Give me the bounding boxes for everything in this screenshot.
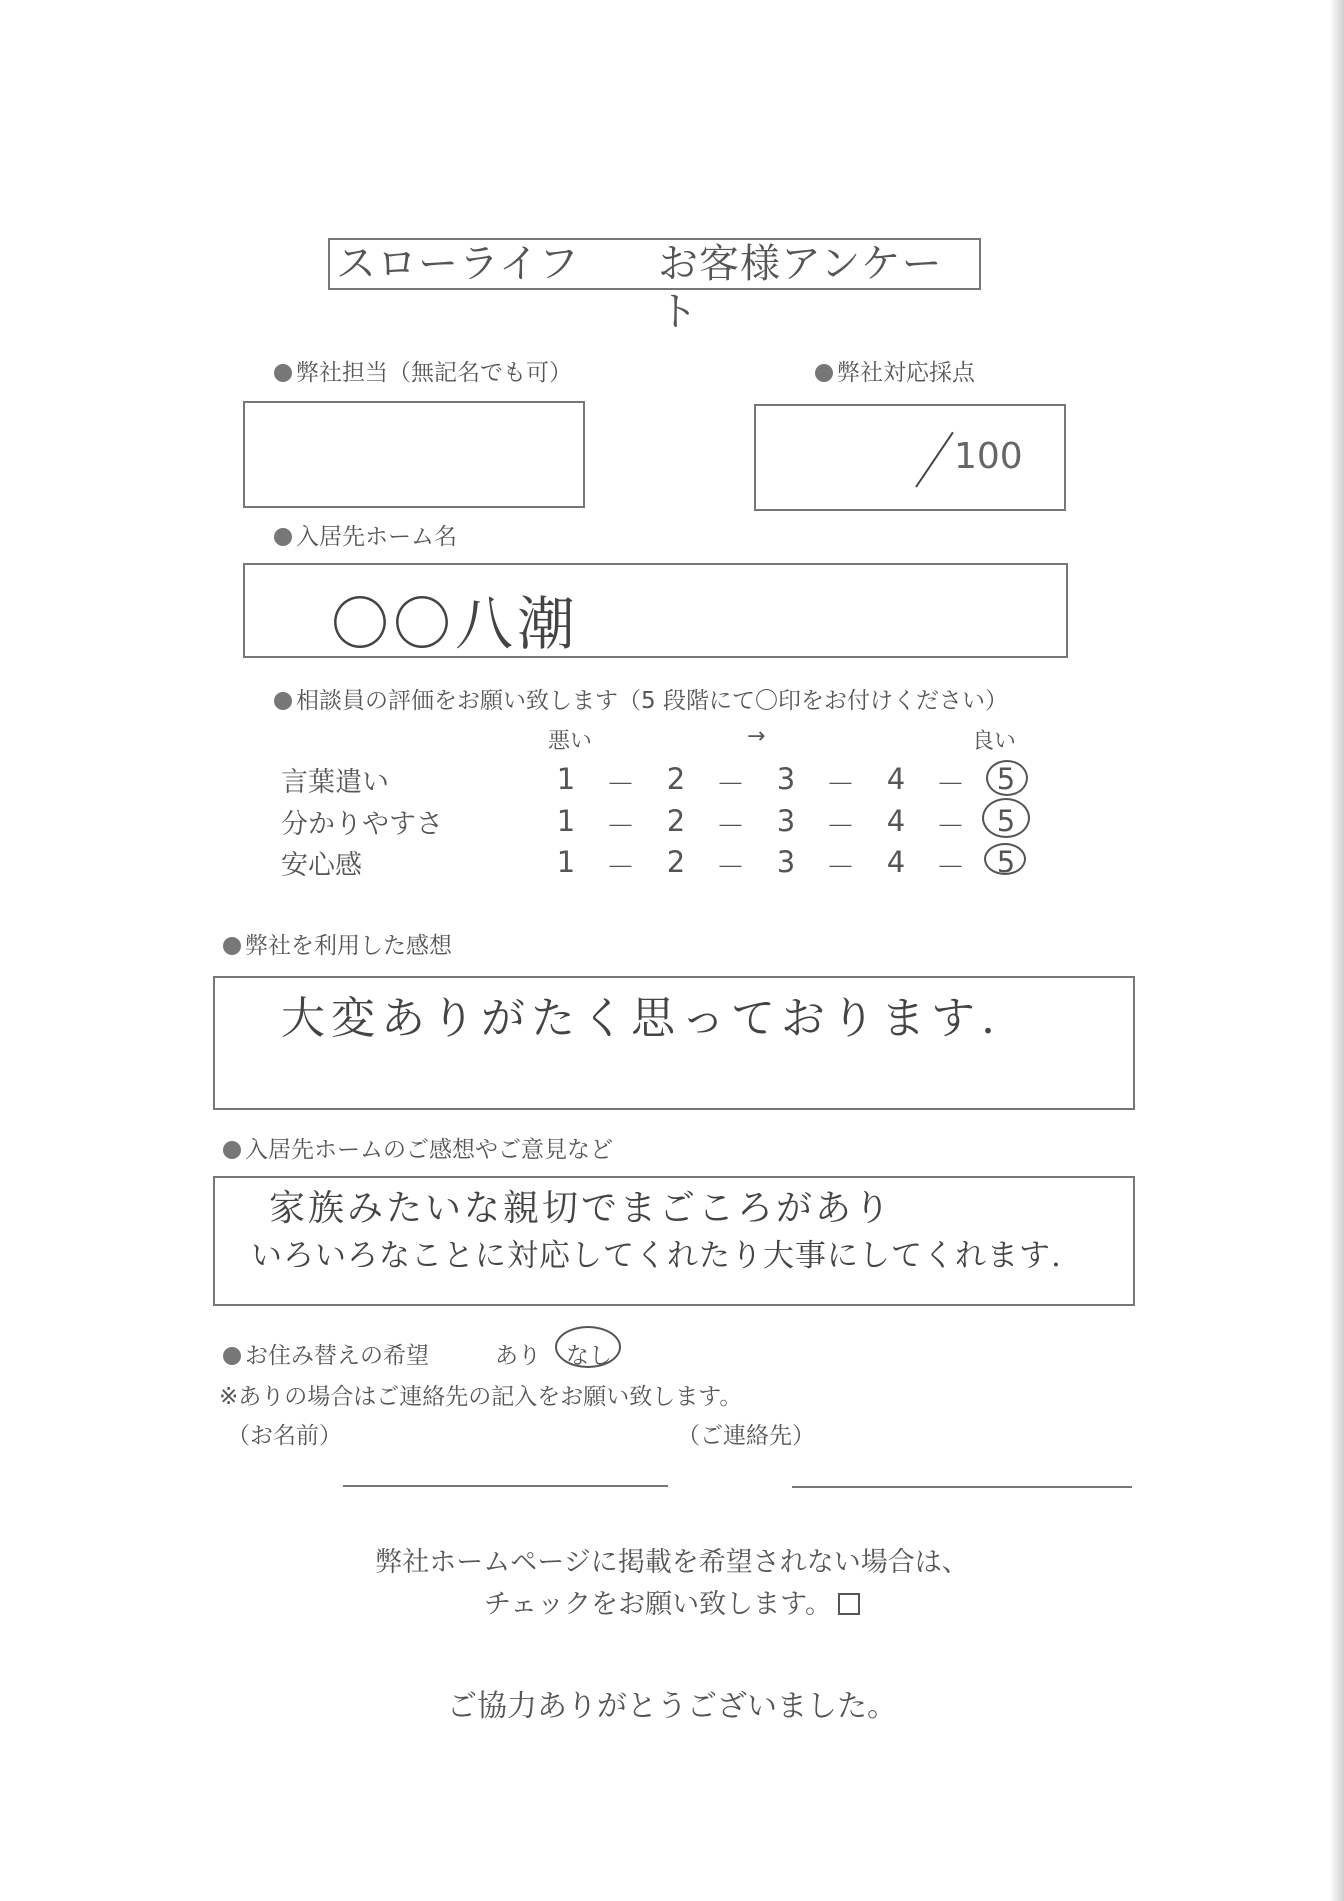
row-label-wording: 言葉遣い bbox=[281, 767, 389, 798]
title-survey: お客様アンケート bbox=[658, 241, 943, 335]
rating-3[interactable]: 3 bbox=[776, 804, 796, 838]
row-label-clarity: 分かりやすさ bbox=[281, 809, 443, 840]
rating-2[interactable]: 2 bbox=[666, 845, 686, 879]
scale-dash: － bbox=[826, 850, 856, 884]
scale-dash: － bbox=[716, 809, 746, 843]
selected-circle-mark bbox=[982, 798, 1030, 838]
rating-2[interactable]: 2 bbox=[666, 804, 686, 838]
score-field[interactable] bbox=[754, 404, 1066, 511]
scale-dash: － bbox=[606, 767, 636, 801]
selected-circle-mark bbox=[555, 1326, 621, 1368]
staff-label: 弊社担当（無記名でも可） bbox=[274, 354, 572, 387]
impression-field[interactable] bbox=[213, 976, 1135, 1110]
title-company: スローライフ bbox=[336, 241, 580, 287]
selected-circle-mark bbox=[986, 760, 1028, 796]
rating-4[interactable]: 4 bbox=[886, 762, 906, 796]
name-label: （お名前） bbox=[227, 1423, 342, 1449]
bullet-icon bbox=[223, 937, 241, 955]
home-opinion-label: 入居先ホームのご感想やご意見など bbox=[223, 1131, 613, 1164]
rating-2[interactable]: 2 bbox=[666, 762, 686, 796]
home-name-label: 入居先ホーム名 bbox=[274, 518, 457, 551]
impression-label: 弊社を利用した感想 bbox=[223, 927, 452, 960]
rating-1[interactable]: 1 bbox=[556, 845, 576, 879]
home-opinion-line-1: 家族みたいな親切でまごころがあり bbox=[269, 1188, 894, 1229]
scale-dash: － bbox=[936, 850, 966, 884]
scale-good-label: 良い bbox=[972, 729, 1017, 754]
row-label-reassurance: 安心感 bbox=[281, 850, 362, 881]
homepage-notice-line-2: チェックをお願い致します。 bbox=[0, 1582, 1344, 1621]
scale-dash: － bbox=[826, 767, 856, 801]
impression-text: 大変ありがたく思っております. bbox=[281, 993, 1001, 1044]
staff-field[interactable] bbox=[243, 401, 585, 508]
bullet-icon bbox=[223, 1347, 241, 1365]
bullet-icon bbox=[274, 692, 292, 710]
rating-1[interactable]: 1 bbox=[556, 804, 576, 838]
selected-circle-mark bbox=[984, 843, 1026, 875]
slash-mark bbox=[915, 432, 954, 488]
scale-dash: － bbox=[936, 809, 966, 843]
scale-dash: － bbox=[716, 850, 746, 884]
rating-3[interactable]: 3 bbox=[776, 762, 796, 796]
contact-signature-line[interactable] bbox=[792, 1486, 1132, 1488]
relocation-no-option[interactable]: なし bbox=[566, 1343, 612, 1369]
bullet-icon bbox=[815, 364, 833, 382]
bullet-icon bbox=[274, 528, 292, 546]
rating-5[interactable]: 5 bbox=[996, 845, 1016, 879]
relocation-yes-option[interactable]: あり bbox=[495, 1343, 541, 1369]
home-opinion-field[interactable] bbox=[213, 1176, 1135, 1306]
score-max: 100 bbox=[954, 436, 1023, 477]
rating-4[interactable]: 4 bbox=[886, 845, 906, 879]
rating-4[interactable]: 4 bbox=[886, 804, 906, 838]
evaluation-label: 相談員の評価をお願い致します（5 段階にて〇印をお付けください） bbox=[274, 682, 1008, 715]
scale-dash: － bbox=[606, 850, 636, 884]
score-label: 弊社対応採点 bbox=[815, 354, 975, 387]
homepage-notice-line-1: 弊社ホームページに掲載を希望されない場合は、 bbox=[375, 1547, 969, 1578]
rating-5[interactable]: 5 bbox=[996, 804, 1016, 838]
bullet-icon bbox=[223, 1141, 241, 1159]
rating-1[interactable]: 1 bbox=[556, 762, 576, 796]
scale-arrow: → bbox=[747, 724, 766, 749]
rating-5[interactable]: 5 bbox=[996, 762, 1016, 796]
no-publish-checkbox[interactable] bbox=[838, 1593, 860, 1615]
home-name-field[interactable] bbox=[243, 563, 1068, 658]
relocation-label: お住み替えの希望 bbox=[223, 1337, 429, 1370]
scale-dash: － bbox=[606, 809, 636, 843]
thanks-message: ご協力ありがとうございました。 bbox=[447, 1689, 897, 1724]
scale-dash: － bbox=[716, 767, 746, 801]
bullet-icon bbox=[274, 364, 292, 382]
scale-bad-label: 悪い bbox=[548, 729, 593, 754]
survey-title bbox=[328, 238, 981, 335]
scale-dash: － bbox=[826, 809, 856, 843]
rating-3[interactable]: 3 bbox=[776, 845, 796, 879]
home-opinion-line-2: いろいろなことに対応してくれたり大事にしてくれます. bbox=[251, 1238, 1062, 1274]
name-signature-line[interactable] bbox=[343, 1485, 668, 1487]
home-name-value: 〇〇八潮 bbox=[331, 590, 580, 658]
scale-dash: － bbox=[936, 767, 966, 801]
relocation-note: ※ありの場合はご連絡先の記入をお願い致します。 bbox=[219, 1384, 743, 1410]
contact-label: （ご連絡先） bbox=[677, 1423, 815, 1449]
